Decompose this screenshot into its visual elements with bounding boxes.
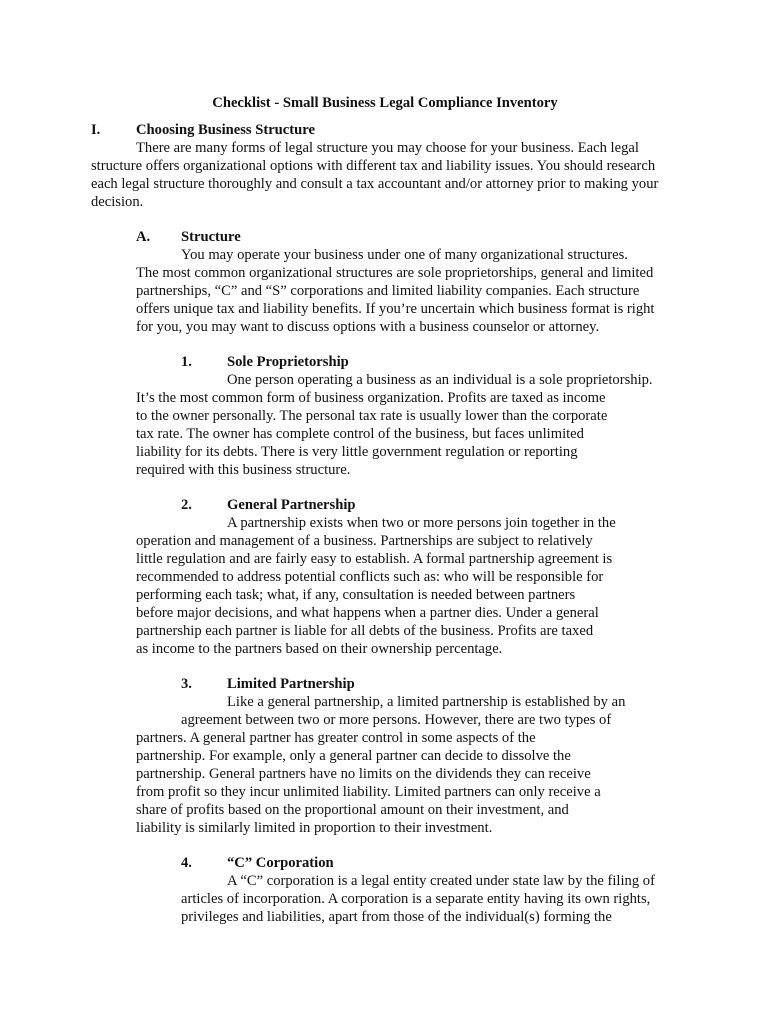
subsection-heading: Structure (181, 229, 241, 245)
paragraph-line: agreement between two or more persons. However, there are two types of (181, 712, 612, 728)
paragraph-line: Like a general partnership, a limited partnership is established by an (227, 694, 626, 710)
document-title: Checklist - Small Business Legal Compliance Inventory (212, 95, 558, 111)
section-heading: Choosing Business Structure (136, 122, 315, 138)
paragraph-line: You may operate your business under one of many organizational structures. (181, 247, 628, 263)
paragraph-line: liability is similarly limited in proportion to their investment. (136, 820, 493, 836)
paragraph-line: offers unique tax and liability benefits. If you’re uncertain which business format is right (136, 301, 655, 317)
paragraph-line: for you, you may want to discuss options with a business counselor or attorney. (136, 319, 600, 335)
paragraph-line: decision. (91, 194, 144, 210)
paragraph-line: liability for its debts. There is very little government regulation or reporting (136, 444, 578, 460)
paragraph-line: partnership. For example, only a general partner can decide to dissolve the (136, 748, 571, 764)
paragraph-line: tax rate. The owner has complete control of the business, but faces unlimited (136, 426, 584, 442)
paragraph-line: A partnership exists when two or more persons join together in the (227, 515, 616, 531)
subsection-letter: A. (136, 229, 151, 245)
paragraph-line: performing each task; what, if any, consultation is needed between partners (136, 587, 576, 603)
paragraph-line: structure offers organizational options with different tax and liability issues. You should research (91, 158, 656, 174)
paragraph-line: recommended to address potential conflicts such as: who will be responsible for (136, 569, 604, 585)
paragraph-line: A “C” corporation is a legal entity created under state law by the filing of (227, 873, 655, 889)
item-heading: “C” Corporation (227, 855, 334, 871)
paragraph-line: partnership each partner is liable for all debts of the business. Profits are taxed (136, 623, 594, 639)
item-number: 3. (181, 676, 192, 692)
paragraph-line: One person operating a business as an individual is a sole proprietorship. (227, 372, 653, 388)
paragraph-line: The most common organizational structures are sole proprietorships, general and limited (136, 265, 654, 281)
paragraph-line: share of profits based on the proportional amount on their investment, and (136, 802, 569, 818)
paragraph-line: partnership. General partners have no limits on the dividends they can receive (136, 766, 591, 782)
paragraph-line: little regulation and are fairly easy to establish. A formal partnership agreement is (136, 551, 613, 567)
paragraph-line: partners. A general partner has greater control in some aspects of the (136, 730, 536, 746)
paragraph-line: articles of incorporation. A corporation is a separate entity having its own rights, (181, 891, 651, 907)
paragraph-line: to the owner personally. The personal tax rate is usually lower than the corporate (136, 408, 608, 424)
paragraph-line: each legal structure thoroughly and consult a tax accountant and/or attorney prior to making your (91, 176, 659, 192)
item-heading: General Partnership (227, 497, 356, 513)
item-number: 1. (181, 354, 192, 370)
item-heading: Sole Proprietorship (227, 354, 349, 370)
item-number: 2. (181, 497, 192, 513)
paragraph-line: partnerships, “C” and “S” corporations and limited liability companies. Each structure (136, 283, 640, 299)
paragraph-line: required with this business structure. (136, 462, 351, 478)
section-number: I. (91, 122, 101, 138)
paragraph-line: as income to the partners based on their ownership percentage. (136, 641, 503, 657)
paragraph-line: It’s the most common form of business organization. Profits are taxed as income (136, 390, 606, 406)
paragraph-line: privileges and liabilities, apart from those of the individual(s) forming the (181, 909, 612, 925)
item-heading: Limited Partnership (227, 676, 355, 692)
paragraph-line: There are many forms of legal structure you may choose for your business. Each legal (136, 140, 639, 156)
paragraph-line: operation and management of a business. Partnerships are subject to relatively (136, 533, 593, 549)
paragraph-line: before major decisions, and what happens when a partner dies. Under a general (136, 605, 599, 621)
paragraph-line: from profit so they incur unlimited liability. Limited partners can only receive a (136, 784, 601, 800)
item-number: 4. (181, 855, 192, 871)
